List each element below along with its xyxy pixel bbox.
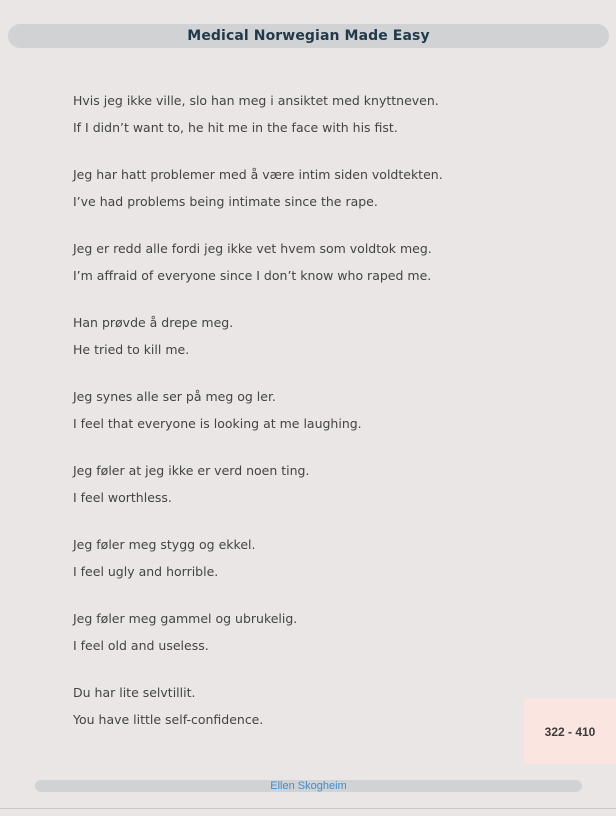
norwegian-sentence: Jeg synes alle ser på meg og ler. bbox=[73, 389, 276, 404]
norwegian-sentence: Jeg føler at jeg ikke er verd noen ting. bbox=[73, 463, 310, 478]
footer-bar bbox=[35, 780, 582, 792]
sentence-pair bbox=[73, 536, 513, 610]
english-translation: I feel old and useless. bbox=[73, 638, 209, 653]
page-range-box bbox=[524, 699, 616, 764]
norwegian-sentence: Jeg føler meg gammel og ubrukelig. bbox=[73, 611, 298, 626]
sentence-pair bbox=[73, 462, 513, 536]
sentence-pair bbox=[73, 610, 513, 684]
english-translation: I feel that everyone is looking at me laughing. bbox=[73, 416, 362, 431]
sentence-pair bbox=[73, 166, 513, 240]
sentence-pair bbox=[73, 388, 513, 462]
norwegian-sentence: Du har lite selvtillit. bbox=[73, 685, 196, 700]
english-translation: I’ve had problems being intimate since the rape. bbox=[73, 194, 378, 209]
english-translation: I feel ugly and horrible. bbox=[73, 564, 219, 579]
norwegian-sentence: Hvis jeg ikke ville, slo han meg i ansiktet med knyttneven. bbox=[73, 93, 439, 108]
sentence-list bbox=[73, 92, 513, 758]
norwegian-sentence: Jeg er redd alle fordi jeg ikke vet hvem som voldtok meg. bbox=[73, 241, 432, 256]
divider bbox=[0, 808, 616, 809]
english-translation: If I didn’t want to, he hit me in the face with his fist. bbox=[73, 120, 398, 135]
norwegian-sentence: Han prøvde å drepe meg. bbox=[73, 315, 234, 330]
sentence-pair bbox=[73, 314, 513, 388]
english-translation: I feel worthless. bbox=[73, 490, 172, 505]
book-title: Medical Norwegian Made Easy bbox=[187, 28, 430, 44]
header-bar bbox=[8, 24, 609, 48]
english-translation: You have little self-confidence. bbox=[73, 712, 264, 727]
sentence-pair bbox=[73, 684, 513, 758]
sentence-pair bbox=[73, 92, 513, 166]
english-translation: He tried to kill me. bbox=[73, 342, 190, 357]
sentence-pair bbox=[73, 240, 513, 314]
author-link[interactable]: Ellen Skogheim bbox=[270, 780, 347, 792]
english-translation: I’m affraid of everyone since I don’t know who raped me. bbox=[73, 268, 432, 283]
norwegian-sentence: Jeg føler meg stygg og ekkel. bbox=[73, 537, 256, 552]
norwegian-sentence: Jeg har hatt problemer med å være intim siden voldtekten. bbox=[73, 167, 443, 182]
page-range: 322 - 410 bbox=[544, 724, 596, 739]
